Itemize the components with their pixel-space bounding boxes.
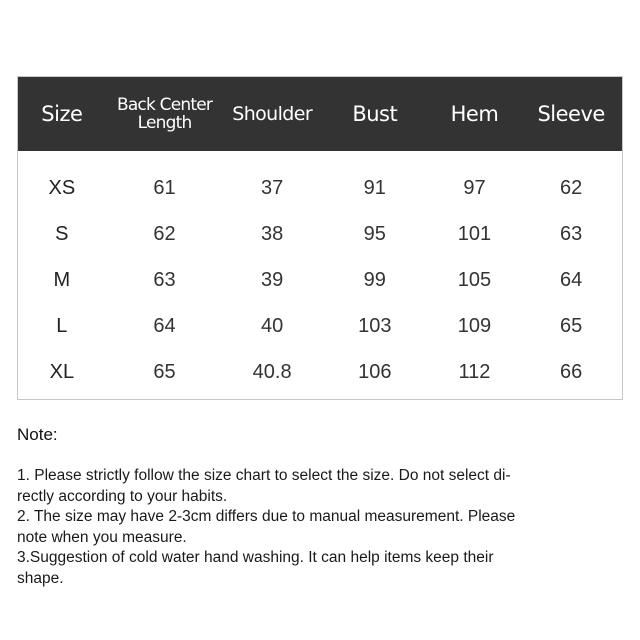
- note-line: note when you measure.: [17, 528, 187, 546]
- note-line: shape.: [17, 569, 64, 587]
- cell-sleeve: 65: [560, 314, 583, 337]
- cell-size: XS: [48, 176, 76, 199]
- cell-bust: 99: [363, 268, 386, 291]
- header-back-center-line1: Back Center: [116, 95, 213, 115]
- table-header-row: [18, 77, 622, 151]
- cell-bust: 91: [363, 176, 386, 199]
- cell-back-center-length: 63: [153, 268, 176, 291]
- cell-back-center-length: 64: [153, 314, 176, 337]
- cell-shoulder: 37: [261, 176, 284, 199]
- cell-shoulder: 40.8: [252, 360, 292, 383]
- table-row: [18, 257, 622, 303]
- header-size: Size: [41, 102, 83, 126]
- table-body: [18, 151, 622, 399]
- cell-hem: 105: [457, 268, 492, 291]
- notes-list: [17, 466, 617, 589]
- cell-size: S: [55, 222, 69, 245]
- cell-hem: 101: [457, 222, 492, 245]
- header-sleeve: Sleeve: [537, 102, 605, 126]
- note-line: 1. Please strictly follow the size chart to select the size. Do not select di-: [17, 467, 511, 484]
- cell-hem: 97: [463, 176, 486, 199]
- cell-hem: 112: [458, 360, 491, 383]
- notes-section: [17, 425, 617, 589]
- cell-shoulder: 39: [261, 268, 284, 291]
- header-hem: Hem: [450, 102, 499, 126]
- cell-shoulder: 38: [261, 222, 284, 245]
- cell-bust: 103: [358, 314, 392, 337]
- cell-sleeve: 62: [560, 176, 583, 199]
- header-bust: Bust: [352, 102, 398, 126]
- cell-shoulder: 40: [261, 314, 284, 337]
- table-row: [18, 165, 622, 211]
- cell-bust: 95: [363, 222, 386, 245]
- cell-size: XL: [49, 360, 75, 383]
- cell-size: M: [53, 268, 71, 291]
- note-line: 2. The size may have 2-3cm differs due to manual measurement. Please: [17, 508, 516, 525]
- cell-sleeve: 66: [560, 360, 583, 383]
- table-row: [18, 303, 622, 349]
- cell-hem: 109: [457, 314, 492, 337]
- note-line: rectly according to your habits.: [17, 487, 228, 505]
- cell-back-center-length: 62: [153, 222, 176, 245]
- note-line: 3.Suggestion of cold water hand washing. It can help items keep their: [17, 549, 494, 566]
- header-shoulder: Shoulder: [232, 103, 313, 125]
- cell-size: L: [56, 314, 68, 337]
- notes-title: Note:: [17, 425, 58, 444]
- size-chart-table: [17, 76, 623, 400]
- cell-bust: 106: [358, 360, 392, 383]
- table-row: [18, 349, 622, 395]
- header-back-center-line2: Length: [137, 113, 192, 133]
- cell-back-center-length: 61: [153, 176, 176, 199]
- cell-sleeve: 64: [560, 268, 583, 291]
- cell-back-center-length: 65: [153, 360, 176, 383]
- header-back-center-length: [106, 96, 224, 132]
- table-row: [18, 211, 622, 257]
- cell-sleeve: 63: [560, 222, 583, 245]
